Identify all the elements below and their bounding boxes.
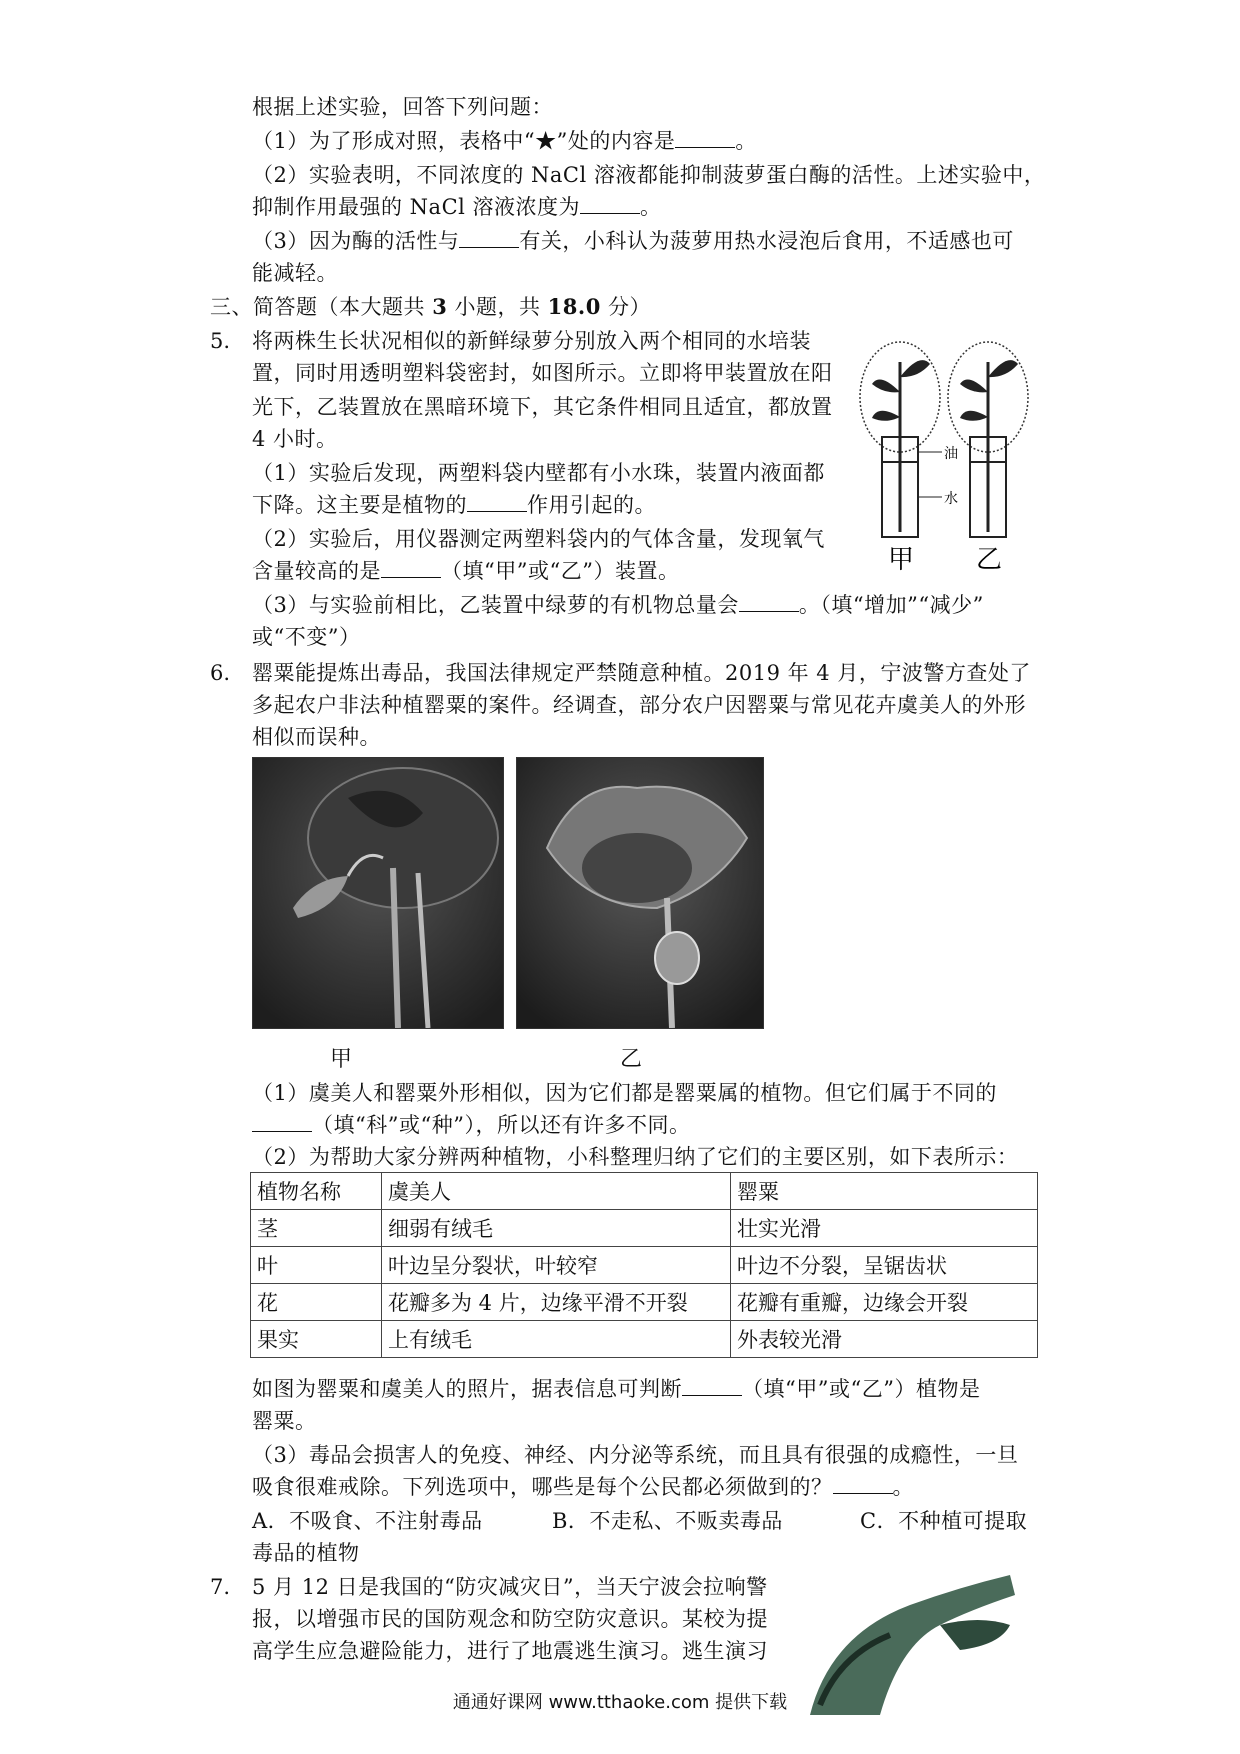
q5-line3: 光下，乙装置放在黑暗环境下，其它条件相同且适宜，都放置 [252,395,833,419]
q6-sub2: （2）为帮助大家分辨两种植物，小科整理归纳了它们的主要区别，如下表所示： [252,1145,1019,1169]
table-cell: 细弱有绒毛 [382,1210,731,1247]
q5-sub1-line1: （1）实验后发现，两塑料袋内壁都有小水珠，装置内液面都 [252,461,825,485]
table-cell: 上有绒毛 [382,1321,731,1358]
answer-blank[interactable] [682,1377,742,1396]
q6-sub2-line4: 罂粟。 [252,1409,317,1433]
q6-line3: 相似而误种。 [252,725,381,749]
table-row [251,1321,1038,1358]
table-cell: 叶边呈分裂状，叶较窄 [382,1247,731,1284]
comparison-table [250,1172,1038,1358]
q6-sub2-text: 如图为罂粟和虞美人的照片，据表信息可判断 [252,1377,682,1401]
q6-sub1-line1: （1）虞美人和罂粟外形相似，因为它们都是罂粟属的植物。但它们属于不同的 [252,1081,997,1105]
q4-sub2-line1: （2）实验表明，不同浓度的 NaCl 溶液都能抑制菠萝蛋白酶的活性。上述实验中， [252,163,1046,187]
section-count: 3 [432,294,448,319]
option-c-cont: 毒品的植物 [252,1541,360,1565]
q7-line1: 5 月 12 日是我国的“防灾减灾日”，当天宁波会拉响警 [252,1575,768,1599]
q4-sub2-line2 [252,192,662,222]
table-header-cell: 罂粟 [731,1173,1038,1210]
q4-sub1 [252,126,757,156]
table-cell: 叶边不分裂，呈锯齿状 [731,1247,1038,1284]
answer-blank[interactable] [739,593,799,612]
q5-sub3-text: （3）与实验前相比，乙装置中绿萝的有机物总量会 [252,593,739,617]
answer-blank[interactable] [833,1475,893,1494]
q5-line2: 置，同时用透明塑料袋密封，如图所示。立即将甲装置放在阳 [252,361,833,385]
hydroponic-figure [852,322,1042,572]
intro-text: 根据上述实验，回答下列问题： [252,95,553,119]
q5-sub2-text: 含量较高的是 [252,559,381,583]
table-cell: 外表较光滑 [731,1321,1038,1358]
table-cell: 叶 [251,1247,382,1284]
q5-line1: 将两株生长状况相似的新鲜绿萝分别放入两个相同的水培装 [252,329,811,353]
table-cell: 花 [251,1284,382,1321]
answer-blank[interactable] [252,1113,312,1132]
photo-jia [252,757,504,1029]
leaf-icon [960,411,988,421]
label-water: 水 [944,491,958,507]
table-cell: 花瓣多为 4 片，边缘平滑不开裂 [382,1284,731,1321]
poppy-photo-jia [253,758,503,1028]
q5-sub1-text: 下降。这主要是植物的 [252,493,467,517]
q6-line2: 多起农户非法种植罂粟的案件。经调查，部分农户因罂粟与常见花卉虞美人的外形 [252,693,1026,717]
q7-line2: 报，以增强市民的国防观念和防空防灾意识。某校为提 [252,1607,768,1631]
q5-line4: 4 小时。 [252,427,338,451]
q4-sub1-end: 。 [735,129,757,153]
q6-sub3-line2 [252,1472,914,1502]
photo-caption-jia: 甲 [330,1047,353,1072]
option-b[interactable]: B．不走私、不贩卖毒品 [552,1509,783,1533]
answer-blank[interactable] [381,559,441,578]
table-header-row [251,1173,1038,1210]
label-oil: 油 [944,446,958,462]
photo-yi [516,757,764,1029]
q6-sub2-end: （填“甲”或“乙”）植物是 [742,1377,981,1401]
leaf-icon [872,411,900,421]
answer-blank[interactable] [459,229,519,248]
table-cell: 花瓣有重瓣，边缘会开裂 [731,1284,1038,1321]
table-header-cell: 虞美人 [382,1173,731,1210]
q4-sub2-end: 。 [640,195,662,219]
q5-sub2-line1: （2）实验后，用仪器测定两塑料袋内的气体含量，发现氧气 [252,527,825,551]
question-number: 6. [210,661,231,685]
section-score: 18.0 [547,294,601,319]
q4-sub2-text: 抑制作用最强的 NaCl 溶液浓度为 [252,195,581,219]
section-mid: 小题，共 [447,295,548,319]
table-cell: 果实 [251,1321,382,1358]
page-footer: 通通好课网 www.tthaoke.com 提供下载 [452,1692,788,1713]
answer-blank[interactable] [580,195,640,214]
q6-sub2-line3 [252,1374,980,1404]
q6-sub1-end: （填“科”或“种”），所以还有许多不同。 [312,1113,691,1137]
poppy-photo-yi [517,758,763,1028]
section-prefix: 三、简答题（本大题共 [210,295,433,319]
table-row [251,1247,1038,1284]
option-a[interactable]: A．不吸食、不注射毒品 [252,1509,483,1533]
table-row [251,1210,1038,1247]
q5-sub1-line2 [252,490,656,520]
label-jia: 甲 [888,545,915,572]
q7-line3: 高学生应急避险能力，进行了地震逃生演习。逃生演习 [252,1639,768,1663]
answer-blank[interactable] [675,129,735,148]
leaf-icon [900,360,930,377]
q5-sub1-end: 作用引起的。 [527,493,656,517]
question-number: 7. [210,1575,231,1599]
table-row [251,1284,1038,1321]
table-cell: 茎 [251,1210,382,1247]
q6-sub3-end: 。 [892,1475,914,1499]
option-c[interactable]: C．不种植可提取 [860,1509,1028,1533]
leaf-icon [988,360,1018,377]
q5-sub2-end: （填“甲”或“乙”）装置。 [441,559,680,583]
q6-sub3-line1: （3）毒品会损害人的免疫、神经、内分泌等系统，而且具有很强的成瘾性，一旦 [252,1443,1019,1467]
q4-sub1-text: （1）为了形成对照，表格中“★”处的内容是 [252,129,676,153]
q4-sub3-line1 [252,226,1014,256]
q4-sub3-text: （3）因为酶的活性与 [252,229,460,253]
q6-sub1-line2 [252,1110,690,1140]
q4-sub3-line2: 能减轻。 [252,261,338,285]
question-number: 5. [210,329,231,353]
label-yi: 乙 [976,545,1003,572]
section-heading [210,292,651,322]
q5-sub3-line2: 或“不变”） [252,625,361,649]
answer-blank[interactable] [467,493,527,512]
q5-sub2-line2 [252,556,679,586]
q5-sub3-end: 。（填“增加”“减少” [798,593,984,617]
q6-line1: 罂粟能提炼出毒品，我国法律规定严禁随意种植。2019 年 4 月，宁波警方查处了 [252,661,1031,685]
q6-sub3-text: 吸食很难戒除。下列选项中，哪些是每个公民都必须做到的？ [252,1475,833,1499]
table-cell: 壮实光滑 [731,1210,1038,1247]
leaf-icon [960,380,988,393]
photo-caption-yi: 乙 [620,1047,643,1072]
table-header-cell: 植物名称 [251,1173,382,1210]
q5-sub3-line1 [252,590,984,620]
q4-sub3-end: 有关，小科认为菠萝用热水浸泡后食用，不适感也可 [519,229,1014,253]
section-suffix: 分） [600,295,652,319]
leaf-icon [872,380,900,393]
